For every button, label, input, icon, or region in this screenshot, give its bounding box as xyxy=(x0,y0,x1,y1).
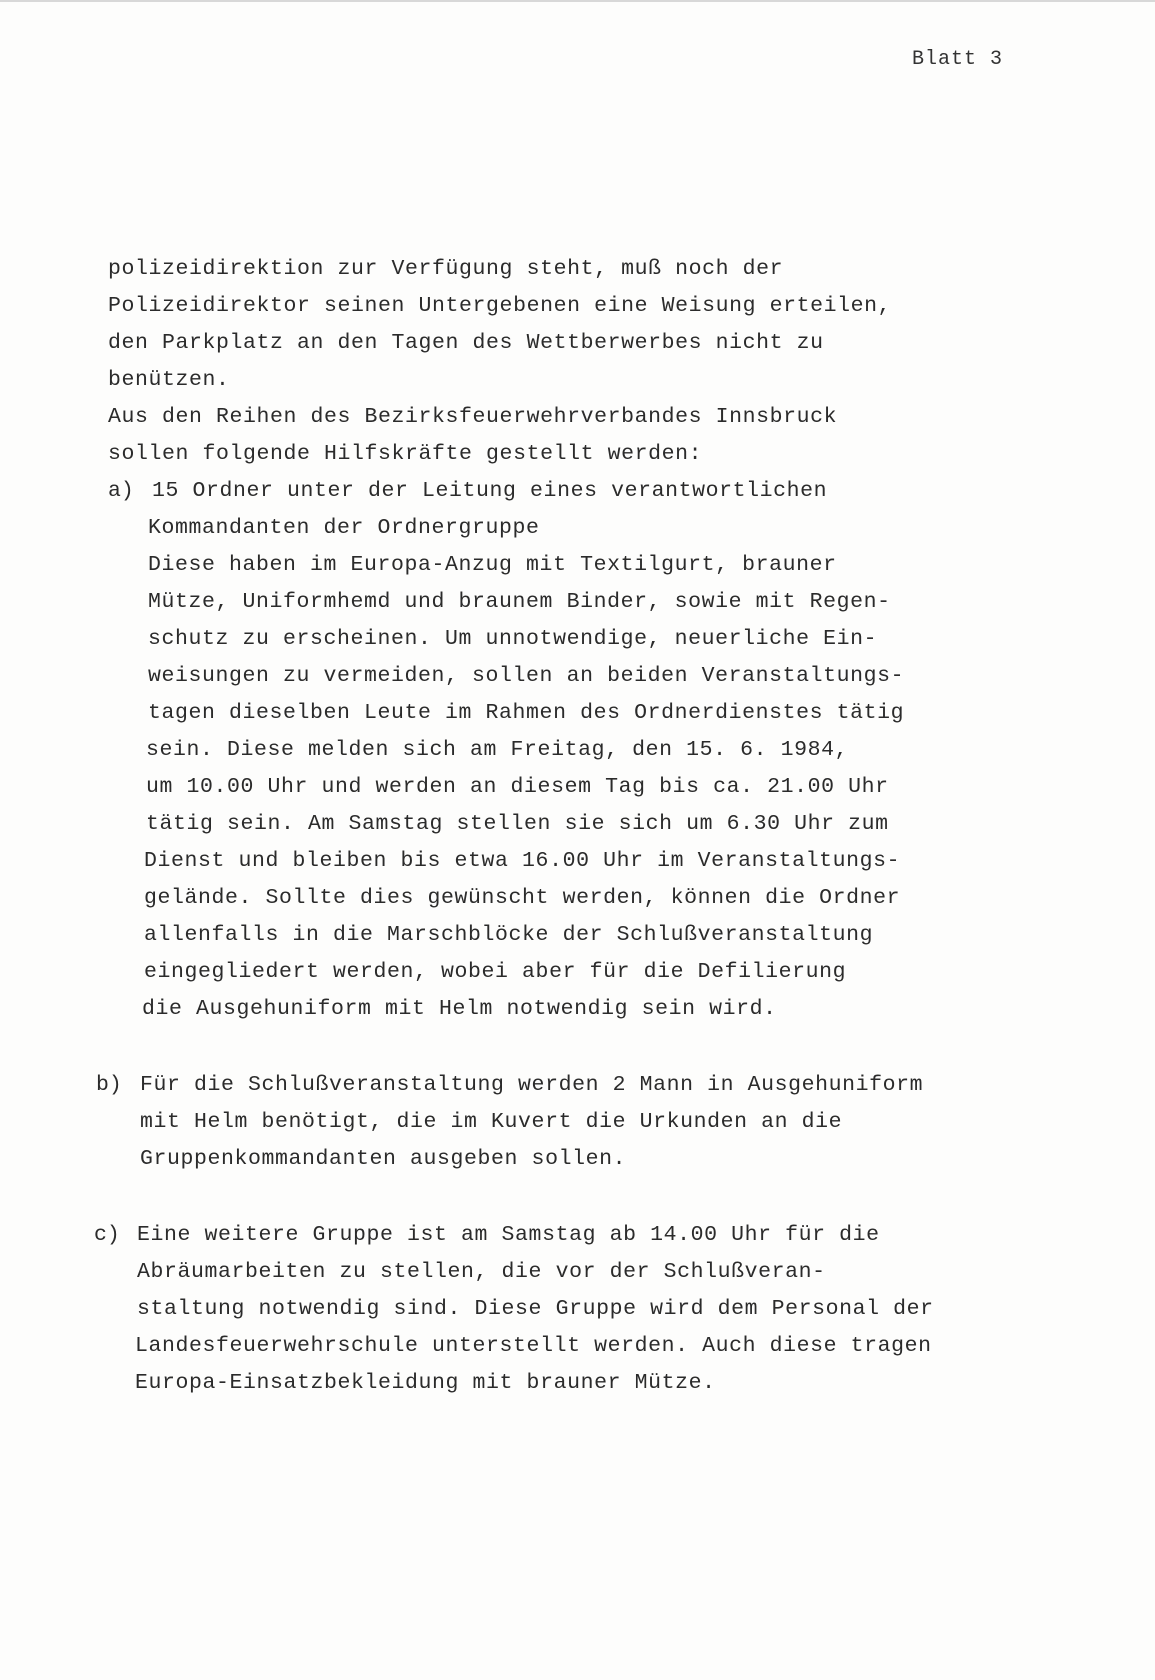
item-a-line: Dienst und bleiben bis etwa 16.00 Uhr im Veranstaltungs- xyxy=(144,849,901,873)
intro-line: Polizeidirektor seinen Untergebenen eine Weisung erteilen, xyxy=(108,294,892,318)
item-c-marker: c) xyxy=(94,1223,120,1247)
item-a-line: gelände. Sollte dies gewünscht werden, können die Ordner xyxy=(144,886,901,910)
page-number: Blatt 3 xyxy=(912,48,1004,71)
item-c-line: staltung notwendig sind. Diese Gruppe wird dem Personal der xyxy=(137,1297,934,1321)
item-a-line: Kommandanten der Ordnergruppe xyxy=(148,516,540,540)
item-c-line: Europa-Einsatzbekleidung mit brauner Mütze. xyxy=(135,1371,716,1395)
item-a-line: tätig sein. Am Samstag stellen sie sich um 6.30 Uhr zum xyxy=(146,812,889,836)
item-b-line: Für die Schlußveranstaltung werden 2 Mann in Ausgehuniform xyxy=(140,1073,924,1097)
item-c-line: Abräumarbeiten zu stellen, die vor der Schlußveran- xyxy=(137,1260,826,1284)
item-b-line: Gruppenkommandanten ausgeben sollen. xyxy=(140,1147,627,1171)
intro-line: Aus den Reihen des Bezirksfeuerwehrverbandes Innsbruck xyxy=(108,405,838,429)
item-a-line: Mütze, Uniformhemd und braunem Binder, sowie mit Regen- xyxy=(148,590,891,614)
intro-line: benützen. xyxy=(108,368,230,392)
item-c-line: Landesfeuerwehrschule unterstellt werden. Auch diese tragen xyxy=(135,1334,932,1358)
item-b-line: mit Helm benötigt, die im Kuvert die Urkunden an die xyxy=(140,1110,843,1134)
intro-line: sollen folgende Hilfskräfte gestellt werden: xyxy=(108,442,703,466)
page-top-edge xyxy=(0,0,1155,2)
item-a-line: 15 Ordner unter der Leitung eines verantwortlichen xyxy=(152,479,828,503)
item-c-line: Eine weitere Gruppe ist am Samstag ab 14.00 Uhr für die xyxy=(137,1223,880,1247)
item-a-line: allenfalls in die Marschblöcke der Schlußveranstaltung xyxy=(144,923,874,947)
item-a-line: weisungen zu vermeiden, sollen an beiden Veranstaltungs- xyxy=(148,664,905,688)
item-a-line: schutz zu erscheinen. Um unnotwendige, neuerliche Ein- xyxy=(148,627,878,651)
item-a-marker: a) xyxy=(108,479,134,503)
item-a-line: die Ausgehuniform mit Helm notwendig sein wird. xyxy=(142,997,777,1021)
item-a-line: um 10.00 Uhr und werden an diesem Tag bis ca. 21.00 Uhr xyxy=(146,775,889,799)
item-a-line: Diese haben im Europa-Anzug mit Textilgurt, brauner xyxy=(148,553,837,577)
intro-line: den Parkplatz an den Tagen des Wettberwerbes nicht zu xyxy=(108,331,824,355)
intro-line: polizeidirektion zur Verfügung steht, muß noch der xyxy=(108,257,784,281)
item-a-line: sein. Diese melden sich am Freitag, den 15. 6. 1984, xyxy=(146,738,849,762)
item-b-marker: b) xyxy=(96,1073,122,1097)
item-a-line: eingegliedert werden, wobei aber für die Defilierung xyxy=(144,960,847,984)
item-a-line: tagen dieselben Leute im Rahmen des Ordnerdienstes tätig xyxy=(148,701,905,725)
